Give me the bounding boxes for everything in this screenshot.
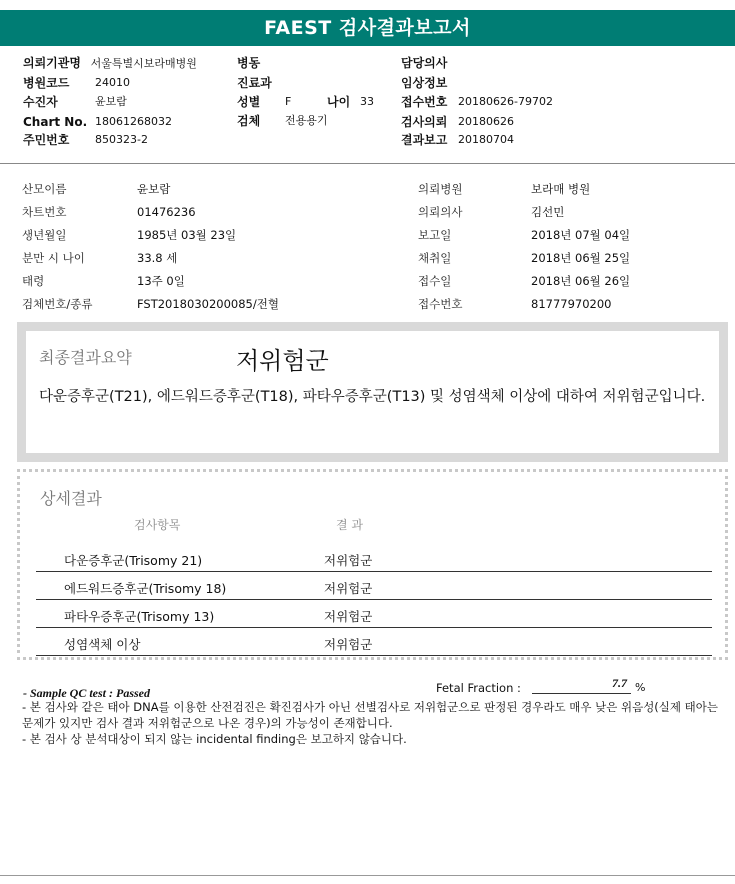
fetal-fraction-label: Fetal Fraction : — [436, 681, 521, 695]
receipt-date-label: 접수일 — [418, 274, 452, 288]
summary-result: 저위험군 — [236, 347, 329, 375]
referring-hospital-value: 보라매 병원 — [531, 182, 591, 196]
receipt-no-value: 20180626-79702 — [458, 95, 553, 108]
header-ward — [237, 56, 260, 70]
request-label: 검사의뢰 — [401, 115, 448, 129]
header-doctor — [401, 56, 447, 70]
ward-label: 병동 — [237, 56, 261, 70]
collection-date-label: 채취일 — [418, 251, 452, 265]
sex-label: 성별 — [237, 95, 261, 109]
summary-text: 다운증후군(T21), 에드워드증후군(T18), 파타우증후군(T13) 및 성염색체 이상에 대하여 저위험군입니다. — [39, 389, 706, 405]
request-value: 20180626 — [458, 115, 514, 128]
gestational-age-label: 태령 — [22, 274, 45, 288]
birth-date-value: 1985년 03월 23일 — [137, 228, 237, 242]
collection-date-value: 2018년 06월 25일 — [531, 251, 631, 265]
note-incidental: - 본 검사 상 분석대상이 되지 않는 incidental finding은 보고하지 않습니다. — [22, 732, 407, 746]
fetal-fraction-unit: % — [635, 681, 646, 694]
row-item: 다운증후군(Trisomy 21) — [64, 553, 203, 568]
header-receipt-no — [401, 95, 553, 109]
header-resident-no — [23, 133, 148, 147]
row-result: 저위험군 — [324, 637, 373, 652]
delivery-age-label: 분만 시 나이 — [22, 251, 85, 265]
institution-label: 의뢰기관명 — [23, 56, 81, 70]
report-date-label: 보고일 — [418, 228, 452, 242]
age-value: 33 — [360, 95, 374, 108]
note-false-negative: - 본 검사와 같은 태아 DNA를 이용한 산전검진은 확진검사가 아닌 선별검사로 저위험군으로 판정된 경우라도 매우 낮은 위음성(실제 태아는 문제가 있지만 검사 결과 저위험군으로 나온 경우)의 가능성이 존재합니다. — [22, 700, 718, 730]
sex-value: F — [285, 95, 292, 108]
hospital-code-label: 병원코드 — [23, 76, 70, 90]
header-request — [401, 115, 514, 129]
header-chart-no — [23, 115, 172, 129]
report-date-value: 2018년 07월 04일 — [531, 228, 631, 242]
header-specimen — [237, 114, 328, 128]
table-row — [36, 572, 712, 600]
header-hospital-code — [23, 76, 130, 90]
row-result: 저위험군 — [324, 581, 373, 596]
summary-title: 최종결과요약 — [39, 348, 132, 367]
row-item: 에드워드증후군(Trisomy 18) — [64, 581, 227, 596]
chart-no-value: 18061268032 — [95, 115, 172, 128]
doctor-label: 담당의사 — [401, 56, 448, 70]
referring-hospital-label: 의뢰병원 — [418, 182, 463, 196]
referring-doctor-value: 김선민 — [531, 205, 565, 219]
specimen-number-value: FST2018030200085/전혈 — [137, 297, 279, 311]
chart-number-label: 차트번호 — [22, 205, 67, 219]
age-label: 나이 — [327, 95, 351, 109]
chart-number-value: 01476236 — [137, 205, 196, 219]
specimen-number-label: 검체번호/종류 — [22, 297, 93, 311]
row-result: 저위험군 — [324, 553, 373, 568]
birth-date-label: 생년월일 — [22, 228, 67, 242]
report-value: 20180704 — [458, 133, 514, 146]
gestational-age-value: 13주 0일 — [137, 274, 185, 288]
column-header-result: 결 과 — [336, 518, 363, 532]
referring-doctor-label: 의뢰의사 — [418, 205, 463, 219]
specimen-value: 전용용기 — [285, 114, 328, 127]
mother-name-label: 산모이름 — [22, 182, 67, 196]
mother-name-value: 윤보람 — [137, 182, 171, 196]
header-report — [401, 133, 514, 147]
delivery-age-value: 33.8 세 — [137, 251, 178, 265]
row-item: 파타우증후군(Trisomy 13) — [64, 609, 215, 624]
receipt-number-label: 접수번호 — [418, 297, 463, 311]
hospital-code-value: 24010 — [95, 76, 130, 89]
header-institution — [23, 56, 197, 71]
examinee-value: 윤보람 — [95, 95, 127, 108]
detail-title: 상세결과 — [40, 489, 102, 508]
row-item: 성염색체 이상 — [64, 637, 141, 652]
clinical-label: 임상정보 — [401, 76, 448, 90]
footer-notes — [22, 699, 722, 747]
header-divider — [0, 163, 735, 164]
receipt-number-value: 81777970200 — [531, 297, 612, 311]
table-row — [36, 544, 712, 572]
header-age — [327, 95, 374, 109]
receipt-date-value: 2018년 06월 26일 — [531, 274, 631, 288]
department-label: 진료과 — [237, 76, 272, 90]
report-label: 결과보고 — [401, 133, 448, 147]
header-clinical — [401, 76, 447, 90]
institution-value: 서울특별시보라매병원 — [90, 57, 197, 70]
header-department — [237, 76, 272, 90]
receipt-no-label: 접수번호 — [401, 95, 448, 109]
summary-box — [17, 322, 728, 462]
header-sex — [237, 95, 292, 109]
column-header-item: 검사항목 — [134, 518, 181, 532]
chart-no-label: Chart No. — [23, 115, 88, 129]
header-examinee — [23, 95, 127, 109]
examinee-label: 수진자 — [23, 95, 58, 109]
sample-qc-text: - Sample QC test : Passed — [23, 686, 150, 700]
detail-box — [17, 469, 728, 660]
resident-no-label: 주민번호 — [23, 133, 70, 147]
fetal-fraction-underline — [532, 693, 631, 694]
table-row — [36, 628, 712, 656]
resident-no-value: 850323-2 — [95, 133, 148, 146]
bottom-divider — [0, 875, 735, 876]
report-title: FAEST 검사결과보고서 — [0, 10, 735, 46]
row-result: 저위험군 — [324, 609, 373, 624]
fetal-fraction-value: 7.7 — [612, 676, 627, 690]
table-row — [36, 600, 712, 628]
specimen-label: 검체 — [237, 114, 261, 128]
